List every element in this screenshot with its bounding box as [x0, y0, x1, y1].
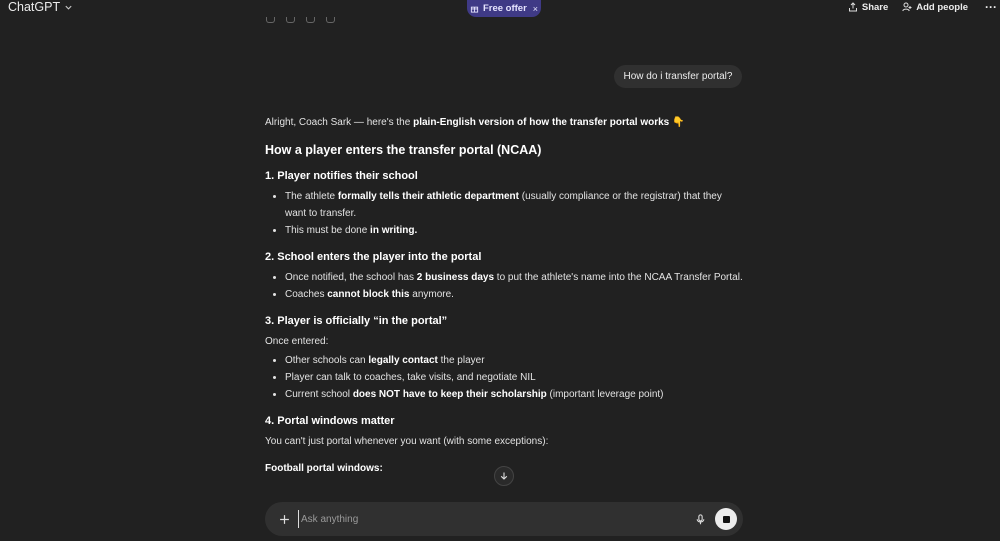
section-heading-1: 1. Player notifies their school	[265, 170, 418, 182]
item-bold: 2 business days	[416, 272, 495, 283]
section-1-list	[265, 188, 745, 239]
list-item: • Player can talk to coaches, take visits, and negotiate NIL	[285, 369, 745, 386]
item-text: Coaches	[285, 289, 328, 300]
section-heading-3: 3. Player is officially “in the portal”	[265, 315, 448, 327]
item-bold: legally contact	[368, 355, 438, 366]
intro-text: Alright, Coach Sark — here's the	[265, 117, 414, 128]
section-3-intro: Once entered:	[265, 336, 329, 347]
intro-paragraph	[265, 114, 745, 131]
item-text: Current school	[285, 389, 353, 400]
intro-bold: plain-English version of how the transfer portal works	[413, 117, 670, 128]
list-item	[285, 222, 745, 239]
add-people-button[interactable]	[902, 2, 968, 13]
share-label: Share	[861, 1, 889, 13]
scroll-to-bottom-button[interactable]	[494, 466, 514, 486]
top-actions	[848, 0, 1000, 14]
gift-icon	[470, 4, 479, 13]
section-4-intro: You can't just portal whenever you want (with some exceptions):	[265, 436, 549, 447]
dictate-button[interactable]	[693, 512, 707, 526]
chevron-down-icon	[64, 3, 73, 12]
item-text: anymore.	[409, 289, 454, 300]
arrow-down-icon	[499, 471, 509, 481]
prompt-input[interactable]	[298, 510, 681, 528]
action-icon[interactable]	[306, 17, 315, 23]
user-message-bubble	[614, 65, 742, 88]
answer-title: How a player enters the transfer portal (NCAA)	[265, 143, 542, 157]
item-text: Other schools can	[285, 355, 369, 366]
top-bar	[0, 0, 1000, 14]
item-text: the player	[437, 355, 485, 366]
stop-icon	[723, 516, 730, 523]
stop-generating-button[interactable]	[715, 508, 737, 530]
action-icon[interactable]	[326, 17, 335, 23]
add-attachment-button[interactable]	[276, 511, 292, 527]
item-text: to put the athlete's name into the NCAA Transfer Portal.	[494, 272, 743, 283]
model-switcher[interactable]	[8, 0, 73, 14]
section-heading-4: 4. Portal windows matter	[265, 415, 395, 427]
section-2-list	[265, 269, 745, 303]
subheading-bold: Football portal windows:	[265, 463, 383, 474]
free-offer-pill[interactable]	[467, 0, 541, 17]
previous-message-actions	[266, 17, 335, 23]
item-bold: formally tells their athletic department	[337, 191, 519, 202]
pointing-down-emoji: 👇	[672, 117, 685, 128]
section-heading-2: 2. School enters the player into the portal	[265, 251, 482, 263]
microphone-icon	[695, 514, 706, 525]
item-bold: does NOT have to keep their scholarship	[352, 389, 547, 400]
list-item	[285, 386, 745, 403]
item-text: This must be done	[285, 225, 371, 236]
list-item	[285, 188, 745, 222]
assistant-message	[265, 114, 745, 477]
action-icon[interactable]	[266, 17, 275, 23]
list-item	[285, 269, 745, 286]
section-3-list	[265, 352, 745, 403]
user-message-text: How do i transfer portal?	[623, 71, 733, 82]
item-text: The athlete	[285, 191, 338, 202]
item-text: (important leverage point)	[546, 389, 664, 400]
more-options-button[interactable]: ···	[985, 0, 997, 14]
list-item	[285, 352, 745, 369]
free-offer-label: Free offer	[482, 3, 527, 14]
item-text: Once notified, the school has	[285, 272, 417, 283]
action-icon[interactable]	[286, 17, 295, 23]
add-person-icon	[902, 2, 912, 12]
item-bold: in writing.	[370, 225, 418, 236]
model-name: ChatGPT	[8, 0, 61, 14]
item-bold: cannot block this	[327, 289, 410, 300]
share-button[interactable]	[848, 2, 888, 13]
list-item	[285, 286, 745, 303]
add-people-label: Add people	[916, 1, 968, 13]
composer	[265, 502, 743, 536]
share-icon	[848, 2, 858, 12]
free-offer-close-button[interactable]: ×	[532, 3, 539, 14]
item-text: (usually compliance or the registrar) that they want to transfer.	[285, 191, 722, 219]
plus-icon	[279, 514, 290, 525]
